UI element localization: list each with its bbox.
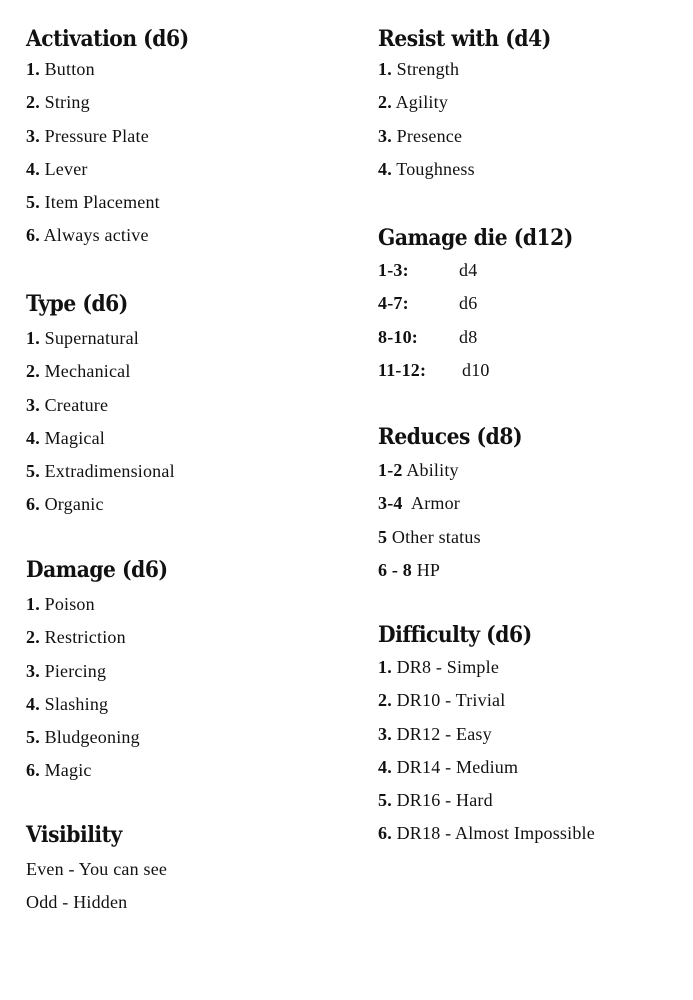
difficulty-list bbox=[378, 651, 595, 851]
item-number: 1. bbox=[378, 657, 392, 677]
list-item: Odd - Hidden bbox=[26, 892, 128, 913]
item-text: Lever bbox=[39, 158, 88, 179]
list-item bbox=[378, 751, 595, 784]
list-item bbox=[26, 355, 175, 388]
list-item bbox=[378, 53, 566, 86]
item-text: Ability bbox=[402, 460, 459, 480]
item-text: Mechanical bbox=[39, 361, 131, 382]
item-number: 1. bbox=[378, 59, 392, 79]
list-item bbox=[26, 219, 203, 252]
damage-section bbox=[26, 557, 180, 788]
list-item bbox=[378, 784, 595, 817]
reduces-heading: Reduces (d8) bbox=[378, 424, 523, 450]
resist-heading: Resist with (d4) bbox=[378, 26, 551, 52]
item-text: Supernatural bbox=[39, 328, 139, 348]
item-text: Armor bbox=[402, 493, 461, 514]
item-number: 3. bbox=[378, 723, 392, 744]
list-item bbox=[26, 53, 203, 86]
list-item bbox=[378, 718, 595, 751]
item-number: 4. bbox=[378, 756, 392, 777]
item-text: DR16 - Hard bbox=[391, 790, 493, 811]
reduces-section bbox=[378, 424, 535, 587]
item-text: Button bbox=[39, 59, 95, 79]
item-number: 3. bbox=[26, 660, 40, 681]
die-value: d8 bbox=[459, 326, 478, 347]
list-item bbox=[378, 354, 590, 387]
list-item bbox=[26, 422, 175, 455]
list-item bbox=[378, 120, 566, 153]
type-section bbox=[26, 291, 175, 522]
item-number: 5. bbox=[378, 790, 392, 811]
item-text: DR18 - Almost Impossible bbox=[391, 823, 595, 844]
list-item bbox=[26, 86, 203, 119]
item-number: 2. bbox=[26, 361, 40, 382]
item-text: Toughness bbox=[391, 158, 475, 179]
item-number: 4. bbox=[26, 693, 40, 714]
damage-die-list bbox=[378, 254, 590, 387]
item-number: 6. bbox=[26, 494, 40, 515]
item-text: DR14 - Medium bbox=[391, 756, 519, 777]
type-list bbox=[26, 322, 175, 522]
item-number: 6. bbox=[26, 760, 40, 781]
resist-list bbox=[378, 53, 566, 186]
list-item bbox=[378, 554, 535, 587]
item-number: 3. bbox=[378, 125, 392, 146]
item-text: Magical bbox=[39, 427, 105, 448]
activation-section bbox=[26, 26, 203, 253]
die-value: d4 bbox=[459, 260, 478, 280]
item-text: Agility bbox=[391, 92, 449, 113]
list-item bbox=[378, 86, 566, 119]
item-text: Bludgeoning bbox=[39, 727, 140, 748]
item-text: Pressure Plate bbox=[39, 125, 149, 146]
damage-die-heading: Gamage die (d12) bbox=[378, 225, 573, 251]
list-item bbox=[26, 455, 175, 488]
item-text: Other status bbox=[387, 526, 481, 547]
damage-die-section bbox=[378, 225, 590, 387]
item-number: 3. bbox=[26, 125, 40, 146]
item-number: 2. bbox=[26, 627, 40, 648]
list-item bbox=[26, 754, 180, 787]
difficulty-heading: Difficulty (d6) bbox=[378, 622, 532, 648]
item-text: Restriction bbox=[39, 627, 126, 648]
list-item bbox=[26, 721, 180, 754]
visibility-list bbox=[26, 853, 167, 920]
list-item bbox=[26, 153, 203, 186]
list-item bbox=[26, 488, 175, 521]
item-number: 4. bbox=[26, 427, 40, 448]
list-item bbox=[378, 153, 566, 186]
list-item bbox=[378, 684, 595, 717]
list-item bbox=[26, 621, 180, 654]
item-text: HP bbox=[412, 559, 441, 580]
item-number: 1. bbox=[26, 594, 40, 614]
list-item bbox=[26, 186, 203, 219]
item-text: Extradimensional bbox=[39, 461, 175, 482]
type-heading: Type (d6) bbox=[26, 291, 128, 317]
list-item bbox=[26, 655, 180, 688]
damage-list bbox=[26, 588, 180, 788]
item-text: Piercing bbox=[39, 660, 107, 681]
damage-heading: Damage (d6) bbox=[26, 557, 168, 583]
item-number: 6. bbox=[26, 225, 40, 246]
item-text: Always active bbox=[39, 225, 149, 246]
visibility-heading: Visibility bbox=[26, 822, 122, 848]
item-number: 5. bbox=[26, 192, 40, 213]
item-text: String bbox=[39, 92, 90, 113]
item-number: 4. bbox=[26, 158, 40, 179]
list-item bbox=[378, 454, 535, 487]
difficulty-section bbox=[378, 622, 595, 851]
item-text: DR8 - Simple bbox=[391, 657, 500, 677]
roll-range: 3-4 bbox=[378, 493, 403, 514]
item-text: DR12 - Easy bbox=[391, 723, 492, 744]
item-number: 5. bbox=[26, 727, 40, 748]
item-text: Creature bbox=[39, 394, 109, 415]
roll-range: 4-7: bbox=[378, 293, 409, 314]
list-item bbox=[378, 651, 595, 684]
die-value: d10 bbox=[462, 359, 490, 380]
item-number: 1. bbox=[26, 59, 40, 79]
item-text: Organic bbox=[39, 494, 104, 515]
list-item bbox=[26, 120, 203, 153]
item-text: DR10 - Trivial bbox=[391, 690, 506, 711]
item-text: Strength bbox=[391, 59, 460, 79]
item-number: 6. bbox=[378, 823, 392, 844]
item-number: 2. bbox=[378, 690, 392, 711]
list-item bbox=[378, 817, 595, 850]
item-number: 2. bbox=[378, 92, 392, 113]
activation-heading: Activation (d6) bbox=[26, 26, 189, 52]
roll-range: 5 bbox=[378, 526, 388, 547]
item-text: Slashing bbox=[39, 693, 109, 714]
roll-range: 6 - 8 bbox=[378, 559, 412, 580]
list-item bbox=[378, 254, 590, 287]
list-item bbox=[26, 322, 175, 355]
list-item bbox=[378, 521, 535, 554]
reduces-list bbox=[378, 454, 535, 587]
list-item bbox=[26, 389, 175, 422]
list-item bbox=[378, 487, 535, 520]
roll-range: 11-12: bbox=[378, 359, 427, 380]
list-item bbox=[26, 588, 180, 621]
resist-section bbox=[378, 26, 566, 186]
item-number: 3. bbox=[26, 394, 40, 415]
item-text: Poison bbox=[39, 594, 95, 614]
die-value: d6 bbox=[459, 293, 478, 314]
item-number: 2. bbox=[26, 92, 40, 113]
list-item: Even - You can see bbox=[26, 859, 168, 879]
list-item bbox=[378, 321, 590, 354]
item-number: 1. bbox=[26, 328, 40, 348]
roll-range: 1-3: bbox=[378, 260, 409, 280]
list-item bbox=[26, 688, 180, 721]
item-text: Magic bbox=[39, 760, 92, 781]
item-number: 5. bbox=[26, 461, 40, 482]
item-text: Presence bbox=[391, 125, 463, 146]
roll-range: 8-10: bbox=[378, 326, 418, 347]
roll-range: 1-2 bbox=[378, 460, 403, 480]
item-text: Item Placement bbox=[39, 192, 160, 213]
visibility-section bbox=[26, 822, 167, 920]
activation-list bbox=[26, 53, 203, 253]
list-item bbox=[378, 287, 590, 320]
item-number: 4. bbox=[378, 158, 392, 179]
